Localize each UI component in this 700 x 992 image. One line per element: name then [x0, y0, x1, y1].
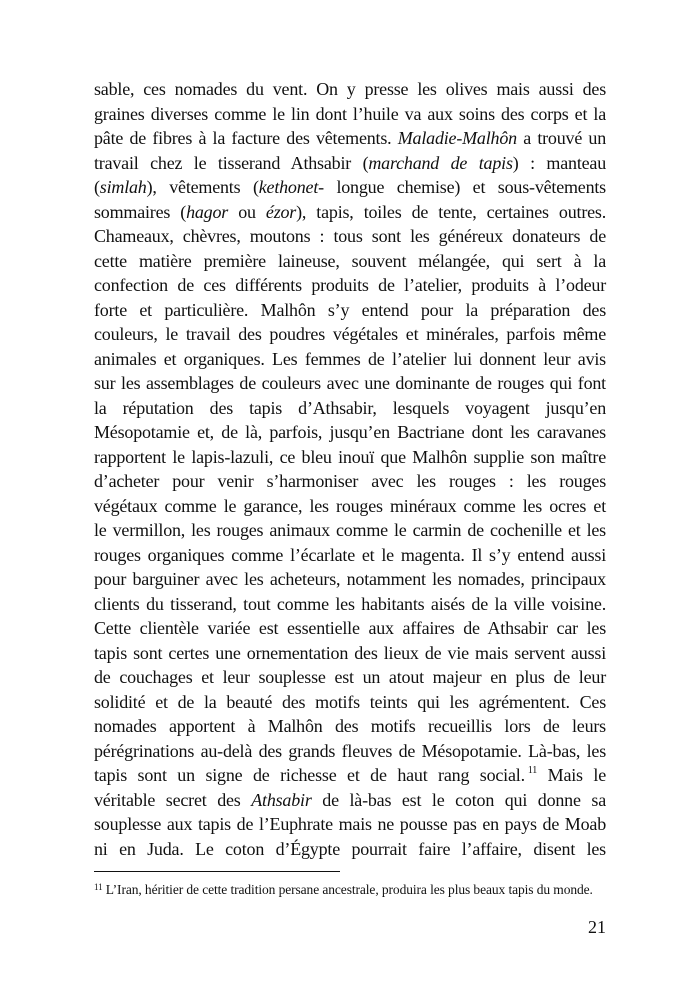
- text-line: [94, 249, 606, 274]
- footnote: [94, 881, 606, 899]
- text-segment: ), vêtements (: [146, 177, 259, 197]
- text-segment: confection de ces différents produits de l’atelier, produits à l’odeur: [94, 275, 606, 295]
- text-line: [94, 175, 606, 200]
- text-segment: le vermillon, les rouges animaux comme le carmin de cochenille et les: [94, 520, 606, 540]
- text-line: [94, 616, 606, 641]
- italic-text: marchand de tapis: [368, 152, 513, 173]
- footnote-number: 11: [94, 882, 103, 892]
- text-segment: sable, ces nomades du vent. On y presse les olives mais aussi des: [94, 79, 606, 99]
- text-segment: tapis sont certes une ornementation des lieux de vie mais servent aussi: [94, 642, 606, 663]
- text-line: [94, 420, 606, 445]
- text-segment: pâte de fibres à la facture des vêtements.: [94, 128, 398, 148]
- text-line: [94, 739, 606, 764]
- italic-text: ézor: [265, 201, 297, 222]
- footnote-reference: 11: [527, 765, 538, 776]
- footnote-separator: [94, 871, 340, 872]
- text-line: [94, 641, 606, 666]
- text-line: [94, 298, 606, 323]
- text-segment: graines diverses comme le lin dont l’huile va aux soins des corps et la: [94, 103, 606, 124]
- body-text: [94, 77, 606, 861]
- page-number: 21: [588, 917, 606, 937]
- text-segment: sur les assemblages de couleurs avec une dominante de rouges qui font: [94, 373, 606, 393]
- text-segment: sommaires (: [94, 201, 187, 222]
- text-segment: rouges organiques comme l’écarlate et le magenta. Il s’y entend aussi: [94, 544, 606, 565]
- text-segment: (: [94, 177, 100, 197]
- text-line: [94, 812, 606, 837]
- text-line: [94, 102, 606, 127]
- text-segment: la réputation des tapis d’Athsabir, lesquels voyagent jusqu’en: [94, 397, 606, 418]
- italic-text: kethonet-: [258, 177, 324, 197]
- text-line: [94, 200, 606, 225]
- text-segment: cette matière première laineuse, souvent mélangée, qui sert à la: [94, 250, 606, 271]
- text-line: [94, 347, 606, 372]
- text-line: [94, 567, 606, 592]
- text-line: [94, 273, 606, 298]
- text-segment: ) : manteau: [512, 152, 606, 173]
- text-line: [94, 151, 606, 176]
- text-segment: clients du tisserand, tout comme les habitants aisés de la ville voisine.: [94, 593, 606, 614]
- text-line: [94, 714, 606, 739]
- text-line: [94, 224, 606, 249]
- text-segment: longue chemise) et sous-vêtements: [323, 177, 606, 197]
- text-line: [94, 322, 606, 347]
- text-line: [94, 494, 606, 519]
- text-line: [94, 396, 606, 421]
- text-segment: ni en Juda. Le coton d’Égypte pourrait faire l’affaire, disent les: [94, 838, 606, 859]
- text-line: [94, 592, 606, 617]
- text-segment: Mésopotamie et, de là, parfois, jusqu’en Bactriane dont les caravanes: [94, 422, 606, 442]
- text-line: [94, 837, 606, 862]
- text-line: [94, 371, 606, 396]
- footnote-text: L’Iran, héritier de cette tradition persane ancestrale, produira les plus beaux tapis du monde.: [102, 882, 593, 897]
- text-segment: d’acheter pour venir s’harmoniser avec les rouges : les rouges: [94, 471, 606, 491]
- text-segment: solidité et de la beauté des motifs teints qui les agrémentent. Ces: [94, 691, 606, 712]
- text-line: [94, 763, 606, 788]
- italic-text: hagor: [186, 201, 229, 222]
- text-segment: Cette clientèle variée est essentielle aux affaires de Athsabir car les: [94, 618, 606, 638]
- text-segment: travail chez le tisserand Athsabir (: [94, 152, 369, 173]
- text-segment: véritable secret des: [94, 789, 252, 810]
- text-line: [94, 77, 606, 102]
- text-line: [94, 788, 606, 813]
- text-segment: souplesse aux tapis de l’Euphrate mais ne pousse pas en pays de Moab: [94, 814, 606, 834]
- text-line: [94, 445, 606, 470]
- text-segment: couleurs, le travail des poudres végétales et minérales, parfois même: [94, 324, 606, 344]
- italic-text: simlah: [99, 177, 147, 197]
- text-line: [94, 469, 606, 494]
- text-line: [94, 543, 606, 568]
- text-line: [94, 665, 606, 690]
- italic-text: Athsabir: [251, 789, 312, 810]
- text-line: [94, 690, 606, 715]
- text-segment: végétaux comme le garance, les rouges minéraux comme les ocres et: [94, 495, 606, 516]
- text-segment: pérégrinations au-delà des grands fleuves de Mésopotamie. Là-bas, les: [94, 740, 606, 761]
- text-segment: de couchages et leur souplesse est un atout majeur en plus de leur: [94, 667, 606, 687]
- text-segment: pour barguiner avec les acheteurs, notamment les nomades, principaux: [94, 569, 606, 589]
- text-segment: forte et particulière. Malhôn s’y entend pour la préparation des: [94, 299, 606, 320]
- text-segment: a trouvé un: [516, 128, 607, 148]
- text-segment: de là-bas est le coton qui donne sa: [311, 789, 606, 810]
- text-segment: Chameaux, chèvres, moutons : tous sont les généreux donateurs de: [94, 226, 606, 246]
- text-segment: rapportent le lapis-lazuli, ce bleu inouï que Malhôn supplie son maître: [94, 446, 606, 467]
- text-segment: tapis sont un signe de richesse et de haut rang social.: [94, 765, 525, 785]
- text-line: [94, 518, 606, 543]
- text-segment: Mais le: [537, 765, 606, 785]
- text-segment: ), tapis, toiles de tente, certaines outres.: [296, 201, 607, 222]
- text-segment: nomades apportent à Malhôn des motifs recueillis lors de leurs: [94, 716, 606, 736]
- italic-text: Maladie-Malhôn: [397, 128, 517, 148]
- text-line: [94, 126, 606, 151]
- text-segment: ou: [228, 201, 266, 222]
- text-segment: animales et organiques. Les femmes de l’atelier lui donnent leur avis: [94, 348, 606, 369]
